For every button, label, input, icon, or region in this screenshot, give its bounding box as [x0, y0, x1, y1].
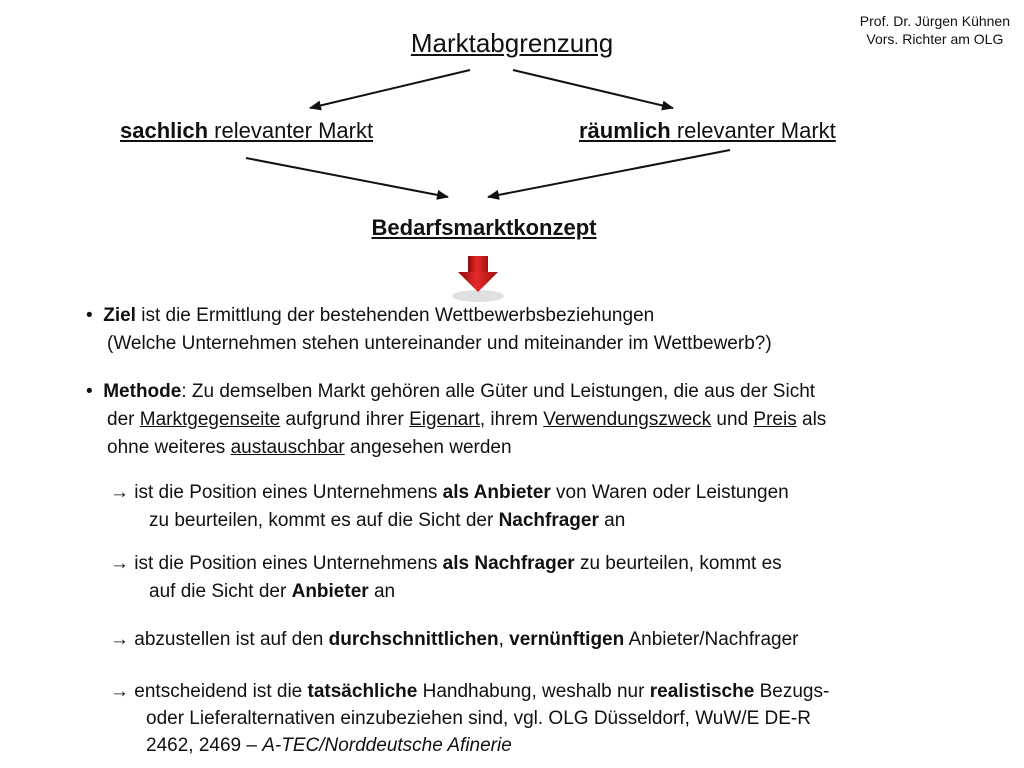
- methode-l2-a: der: [107, 409, 140, 430]
- arrow2-l2-b: Anbieter: [291, 581, 369, 602]
- methode-verwendungszweck: Verwendungszweck: [543, 409, 712, 430]
- arrow2-l2-a: auf die Sicht der: [149, 581, 292, 602]
- bullet-methode-line3: [107, 436, 512, 460]
- branch-sachlich-bold: sachlich: [120, 118, 209, 143]
- arrow1-line2: [149, 509, 625, 533]
- arrow4-line3: [146, 734, 512, 758]
- arrow1-l2-c: an: [598, 510, 626, 531]
- bullet-methode-line1: [86, 380, 815, 404]
- methode-l3-b: angesehen werden: [344, 437, 512, 458]
- author-title: Vors. Richter am OLG: [866, 31, 1004, 47]
- methode-l2-b: aufgrund ihrer: [280, 409, 410, 430]
- methode-marktgegenseite: Marktgegenseite: [139, 409, 281, 430]
- arrow1-line1: [110, 481, 789, 505]
- arrow-to-raeumlich: [513, 70, 673, 108]
- right-arrow-icon: →: [110, 482, 129, 503]
- arrow2-l2-c: an: [368, 581, 396, 602]
- bullet-methode-line2: [107, 408, 826, 432]
- page-title: Marktabgrenzung: [410, 28, 614, 58]
- ziel-label: Ziel: [103, 305, 136, 326]
- right-arrow-icon: →: [110, 681, 129, 702]
- arrow4-d: realistische: [649, 681, 755, 702]
- methode-l2-e: als: [796, 409, 827, 430]
- ziel-text: ist die Ermittlung der bestehenden Wettbewerbsbeziehungen: [135, 305, 655, 326]
- methode-l3-a: ohne weiteres: [107, 437, 231, 458]
- bullet-ziel-line1: [86, 304, 654, 328]
- arrow4-l3-a: 2462, 2469 –: [146, 735, 263, 756]
- methode-eigenart: Eigenart: [409, 409, 480, 430]
- branch-raeumlich-bold: räumlich: [579, 118, 671, 143]
- arrow4-b: tatsächliche: [307, 681, 418, 702]
- methode-text: : Zu demselben Markt gehören alle Güter und Leistungen, die aus der Sicht: [181, 381, 816, 402]
- methode-preis: Preis: [753, 409, 797, 430]
- methode-l2-d: und: [711, 409, 754, 430]
- bullet-ziel-line2: (Welche Unternehmen stehen untereinander und miteinander im Wettbewerb?): [107, 333, 772, 354]
- arrow1-b: als Anbieter: [442, 482, 551, 503]
- arrow4-a: entscheidend ist die: [129, 681, 308, 702]
- arrow4-line2: oder Lieferalternativen einzubeziehen sind, vgl. OLG Düsseldorf, WuW/E DE-R: [146, 708, 811, 729]
- arrow3-e: Anbieter/Nachfrager: [624, 629, 799, 650]
- red-down-arrow-icon: [452, 256, 504, 302]
- methode-label: Methode: [103, 381, 182, 402]
- bullet-icon: •: [86, 305, 93, 326]
- arrow4-citation: A-TEC/Norddeutsche Afinerie: [262, 735, 512, 756]
- branch-raeumlich: [579, 118, 836, 144]
- branch-raeumlich-rest: relevanter Markt: [670, 118, 836, 143]
- right-arrow-icon: →: [110, 629, 129, 650]
- arrow2-line1: [110, 552, 782, 576]
- arrow2-a: ist die Position eines Unternehmens: [129, 553, 443, 574]
- arrow-raeumlich-to-concept: [488, 150, 730, 197]
- arrow3-a: abzustellen ist auf den: [129, 629, 329, 650]
- branch-sachlich: [120, 118, 373, 144]
- author-name: Prof. Dr. Jürgen Kühnen: [859, 13, 1010, 29]
- arrow1-l2-a: zu beurteilen, kommt es auf die Sicht der: [149, 510, 499, 531]
- branch-sachlich-rest: relevanter Markt: [208, 118, 374, 143]
- arrow3-b: durchschnittlichen: [328, 629, 499, 650]
- arrow3-d: vernünftigen: [509, 629, 625, 650]
- methode-l2-c: , ihrem: [479, 409, 544, 430]
- arrow1-l2-b: Nachfrager: [498, 510, 599, 531]
- methode-austauschbar: austauschbar: [230, 437, 345, 458]
- arrow4-line1: [110, 680, 829, 704]
- arrow2-b: als Nachfrager: [442, 553, 575, 574]
- arrow-to-sachlich: [310, 70, 470, 108]
- arrow-sachlich-to-concept: [246, 158, 448, 197]
- arrow2-line2: [149, 580, 395, 604]
- arrow2-c: zu beurteilen, kommt es: [574, 553, 782, 574]
- arrow3-line: [110, 628, 799, 652]
- arrow4-e: Bezugs-: [754, 681, 830, 702]
- arrow3-c: ,: [498, 629, 510, 650]
- bullet-icon: •: [86, 381, 93, 402]
- arrow1-c: von Waren oder Leistungen: [550, 482, 789, 503]
- arrow4-c: Handhabung, weshalb nur: [417, 681, 650, 702]
- arrow1-a: ist die Position eines Unternehmens: [129, 482, 443, 503]
- concept-heading: Bedarfsmarktkonzept: [371, 215, 597, 240]
- right-arrow-icon: →: [110, 553, 129, 574]
